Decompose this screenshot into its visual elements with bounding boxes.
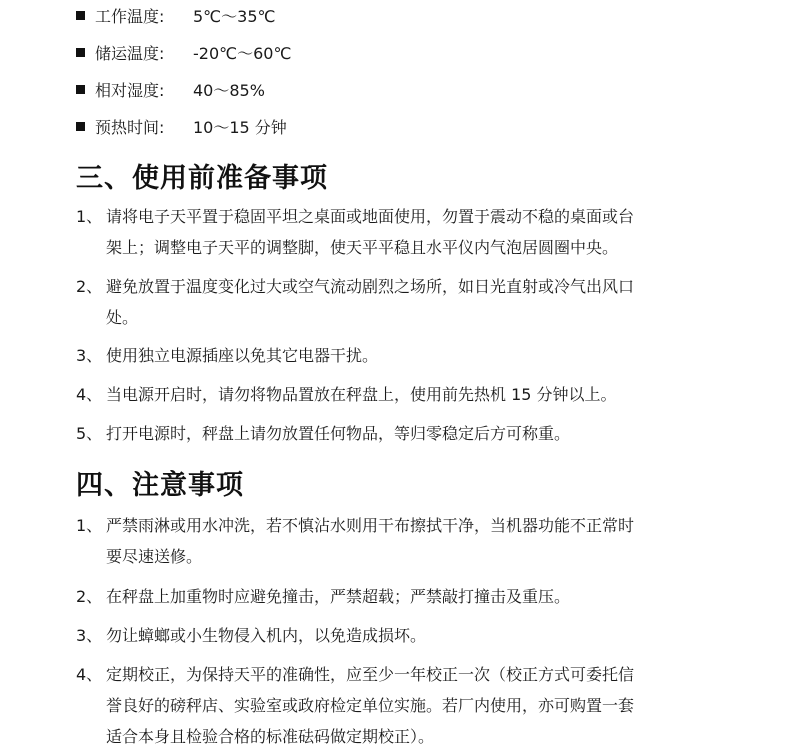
- item-text: 打开电源时，秤盘上请勿放置任何物品，等归零稳定后方可称重。: [106, 424, 571, 443]
- item-text: 当电源开启时，请勿将物品置放在秤盘上，使用前先热机 15 分钟以上。: [106, 385, 617, 404]
- spec-label: 储运温度:: [95, 43, 165, 63]
- item-text-continued: 处。: [106, 308, 139, 327]
- item-text: 在秤盘上加重物时应避免撞击，严禁超载；严禁敲打撞击及重压。: [106, 587, 571, 606]
- square-bullet-icon: [76, 48, 85, 57]
- item-text: 避免放置于温度变化过大或空气流动剧烈之场所，如日光直射或冷气出风口: [106, 277, 635, 296]
- spec-value: -20℃～60℃: [193, 43, 292, 63]
- list-item: [76, 379, 736, 410]
- spec-value: 40～85%: [193, 80, 265, 100]
- section-heading-precautions: 四、注意事项: [76, 470, 244, 501]
- item-text-continued: 架上；调整电子天平的调整脚，使天平平稳且水平仪内气泡居圆圈中央。: [106, 238, 619, 257]
- list-item: [76, 418, 736, 449]
- item-text: 勿让蟑螂或小生物侵入机内，以免造成损坏。: [106, 626, 427, 645]
- spec-label: 预热时间:: [95, 117, 165, 137]
- item-number: 3、: [76, 346, 103, 365]
- list-item: [76, 201, 736, 263]
- item-number: 1、: [76, 516, 103, 535]
- square-bullet-icon: [76, 122, 85, 131]
- item-text-continued: 要尽速送修。: [106, 547, 203, 566]
- item-number: 5、: [76, 424, 103, 443]
- item-text: 严禁雨淋或用水冲洗，若不慎沾水则用干布擦拭干净，当机器功能不正常时: [106, 516, 635, 535]
- spec-row-operating-temp: [76, 3, 275, 27]
- spec-value: 10～15 分钟: [193, 117, 287, 137]
- spec-label: 相对湿度:: [95, 80, 165, 100]
- spec-row-warmup: [76, 114, 287, 138]
- list-item: [76, 340, 736, 371]
- item-text-continued: 誉良好的磅秤店、实验室或政府检定单位实施。若厂内使用，亦可购置一套: [106, 696, 635, 715]
- item-number: 4、: [76, 665, 103, 684]
- item-text: 使用独立电源插座以免其它电器干扰。: [106, 346, 379, 365]
- square-bullet-icon: [76, 11, 85, 20]
- item-number: 2、: [76, 587, 103, 606]
- spec-value: 5℃～35℃: [193, 6, 276, 26]
- list-item: [76, 620, 736, 651]
- spec-row-humidity: [76, 77, 265, 101]
- item-text: 定期校正，为保持天平的准确性，应至少一年校正一次（校正方式可委托信: [106, 665, 635, 684]
- list-item: [76, 271, 736, 333]
- item-number: 2、: [76, 277, 103, 296]
- item-number: 3、: [76, 626, 103, 645]
- item-text-continued: 适合本身且检验合格的标准砝码做定期校正）。: [106, 727, 435, 746]
- square-bullet-icon: [76, 85, 85, 94]
- section-heading-preparation: 三、使用前准备事项: [76, 163, 328, 194]
- item-number: 4、: [76, 385, 103, 404]
- list-item: [76, 581, 736, 612]
- item-text: 请将电子天平置于稳固平坦之桌面或地面使用，勿置于震动不稳的桌面或台: [106, 207, 635, 226]
- spec-row-storage-temp: [76, 40, 291, 64]
- spec-label: 工作温度:: [95, 6, 165, 26]
- list-item: [76, 659, 736, 752]
- list-item: [76, 510, 736, 572]
- item-number: 1、: [76, 207, 103, 226]
